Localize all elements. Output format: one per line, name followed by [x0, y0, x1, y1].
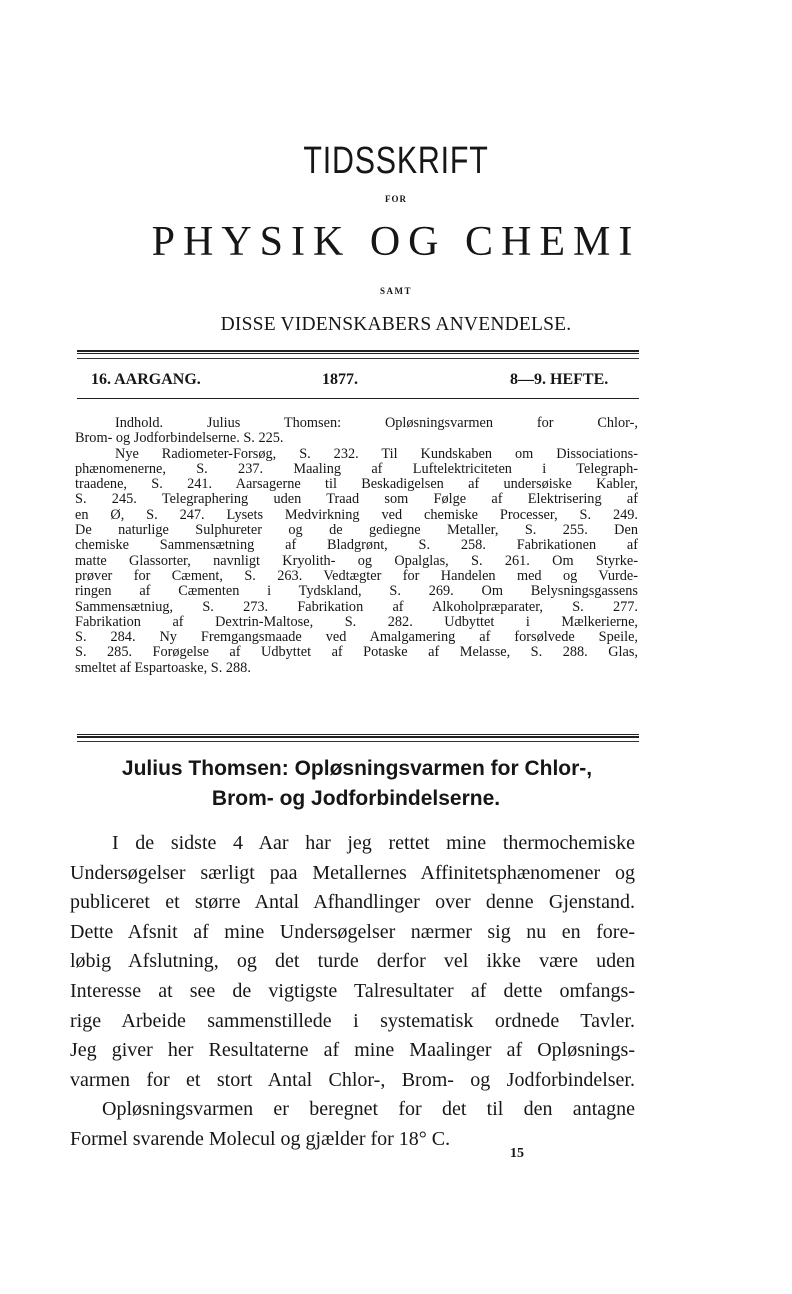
body-line: Opløsningsvarmen er beregnet for det til den antagne [102, 1098, 635, 1121]
article-body [70, 829, 635, 1155]
volume-label: 16. AARGANG. [91, 371, 201, 388]
contents-line: Fabrikation af Dextrin-Maltose, S. 282. Udbyttet i Mælkerierne, [75, 613, 638, 630]
contents-line: Brom- og Jodforbindelserne. S. 225. [75, 430, 284, 447]
year-label: 1877. [322, 371, 358, 388]
contents-line: S. 245. Telegraphering uden Traad som Følge af Elektrisering af [75, 491, 638, 508]
contents-line: phænomenerne, S. 237. Maaling af Luftelektriciteten i Telegraph- [75, 460, 638, 477]
contents-line: S. 285. Forøgelse af Udbyttet af Potaske af Melasse, S. 288. Glas, [75, 644, 638, 661]
contents-line: smeltet af Espartoaske, S. 288. [75, 659, 251, 676]
contents-line: Sammensætniug, S. 273. Fabrikation af Alkoholpræparater, S. 277. [75, 598, 638, 615]
body-line: Dette Afsnit af mine Undersøgelser nærmer sig nu en fore- [70, 920, 635, 943]
body-line: Formel svarende Molecul og gjælder for 18° C. [70, 1127, 451, 1150]
article-title-line1: Julius Thomsen: Opløsningsvarmen for Chlor-, [121, 757, 593, 780]
journal-title-line3: DISSE VIDENSKABERS ANVENDELSE. [220, 314, 572, 335]
samt-word: SAMT [379, 286, 412, 296]
journal-title-line2: PHYSIK OG CHEMI [151, 219, 641, 265]
article-separator-double-rule [77, 734, 639, 738]
contents-line: De naturlige Sulphureter og de gediegne Metaller, S. 255. Den [75, 522, 638, 539]
page-number: 15 [510, 1146, 524, 1161]
body-line: Jeg giver her Resultaterne af mine Maalinger af Opløsnings- [70, 1039, 635, 1062]
top-thin-rule [77, 358, 639, 359]
body-line: publiceret et større Antal Afhandlinger over denne Gjenstand. [70, 891, 635, 914]
body-line: I de sidste 4 Aar har jeg rettet mine thermochemiske [112, 832, 635, 854]
contents-line: en Ø, S. 247. Lysets Medvirkning ved chemiske Processer, S. 249. [75, 506, 638, 523]
table-of-contents [75, 416, 638, 676]
journal-title-line1: TIDSSKRIFT [303, 140, 489, 182]
contents-line: Indhold. Julius Thomsen: Opløsningsvarmen for Chlor-, [115, 415, 638, 431]
contents-line: traadene, S. 241. Aarsagerne til Beskadigelsen af undersøiske Kabler, [75, 476, 638, 493]
body-line: Undersøgelser særligt paa Metallernes Affinitetsphænomener og [70, 861, 635, 884]
contents-line: Nye Radiometer-Forsøg, S. 232. Til Kundskaben om Dissociations- [115, 445, 638, 462]
body-line: varmen for et stort Antal Chlor-, Brom- og Jodforbindelser. [70, 1068, 635, 1091]
issue-number-label: 8—9. HEFTE. [510, 371, 609, 388]
header-bottom-rule [77, 398, 639, 399]
contents-line: prøver for Cæment, S. 263. Vedtægter for Handelen med og Vurde- [75, 567, 638, 584]
contents-line: ringen af Cæmenten i Tydskland, S. 269. Om Belysningsgassens [75, 583, 638, 600]
body-line: Interesse at see de vigtigste Talresultater af dette omfangs- [70, 979, 635, 1002]
contents-line: S. 284. Ny Fremgangsmaade ved Amalgamering af forsølvede Speile, [75, 629, 638, 646]
body-line: rige Arbeide sammenstillede i systematisk ordnede Tavler. [70, 1009, 635, 1032]
body-line: løbig Afslutning, og det turde derfor vel ikke være uden [70, 950, 635, 973]
for-word: FOR [385, 194, 407, 204]
top-double-rule [77, 350, 639, 354]
contents-line: matte Glassorter, navnligt Kryolith- og Opalglas, S. 261. Om Styrke- [75, 552, 638, 569]
contents-line: chemiske Sammensætning af Bladgrønt, S. 258. Fabrikationen af [75, 537, 638, 554]
article-separator-thin-rule [77, 741, 639, 742]
article-title-line2: Brom- og Jodforbindelserne. [211, 787, 501, 810]
